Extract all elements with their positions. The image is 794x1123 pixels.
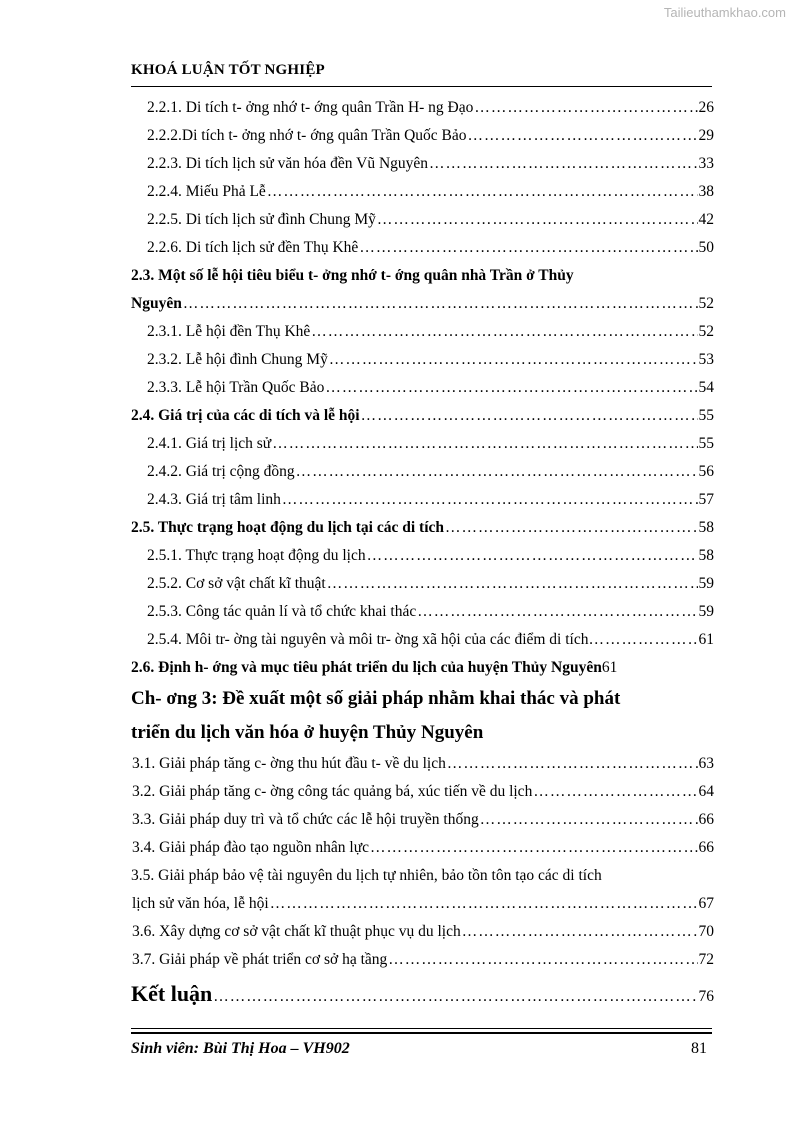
toc-entry-title: 3.6. Xây dựng cơ sở vật chất kĩ thuật phục vụ du lịch [132,923,461,940]
toc-dot-leader [474,94,697,122]
toc-entry-page: 61 [698,631,714,648]
toc-entry-title: 2.2.5. Di tích lịch sử đình Chung Mỹ [147,211,376,228]
toc-entry-page: 72 [698,951,714,968]
toc-entry-title: 2.3.2. Lễ hội đình Chung Mỹ [147,351,328,368]
toc-entry-title: 2.5.3. Công tác quản lí và tổ chức khai thác [147,603,417,620]
toc-entry-page: 38 [698,183,714,200]
toc-dot-leader [533,778,697,806]
toc-entry-page: 50 [698,239,714,256]
toc-entry-title: lịch sử văn hóa, lễ hội [132,895,269,912]
watermark: Tailieuthamkhao.com [663,5,786,20]
toc-entry-title: 3.2. Giải pháp tăng c- ờng công tác quảng bá, xúc tiến về du lịch [132,783,533,800]
toc-entry-page: 52 [698,323,714,340]
toc-entry-title: 2.2.4. Miếu Phả Lễ [147,183,266,200]
toc-entry-2-6 [131,654,714,682]
toc-entry-2-5-3 [131,598,714,626]
toc-chapter-3-line1: Ch- ơng 3: Đề xuất một số giải pháp nhằm khai thác và phát [131,688,621,709]
toc-dot-leader [325,374,697,402]
toc-dot-leader [329,346,698,374]
toc-entry-page: 66 [698,839,714,856]
toc-dot-leader [183,290,698,318]
toc-dot-leader [447,750,698,778]
toc-entry-3-1 [131,750,714,778]
toc-entry-2-3-line1: 2.3. Một số lễ hội tiêu biểu t- ởng nhớ t- ớng quân nhà Trần ở Thủy [131,267,574,284]
toc-entry-3-7 [131,946,714,974]
toc-dot-leader [417,598,697,626]
toc-entry-2-3-3 [131,374,714,402]
toc-dot-leader [462,918,698,946]
toc-dot-leader [267,178,698,206]
toc-entry-3-2 [131,778,714,806]
toc-entry-page: 57 [698,491,714,508]
toc-entry-2-4-2 [131,458,714,486]
toc-entry-title: 3.4. Giải pháp đào tạo nguồn nhân lực [132,839,369,856]
toc-entry-title: 2.5.4. Môi tr- ờng tài nguyên và môi tr- ờng xã hội của các điểm di tích [147,631,589,648]
toc-dot-leader [367,542,698,570]
toc-entry-3-4 [131,834,714,862]
toc-dot-leader [359,234,697,262]
toc-entry-title: 3.7. Giải pháp về phát triển cơ sở hạ tầng [132,951,388,968]
footer-page-number: 81 [691,1040,707,1057]
toc-entry-page: 70 [698,923,714,940]
toc-entry-page: 53 [698,351,714,368]
footer-rule-thin [131,1028,712,1029]
toc-entry-2-3 [131,290,714,318]
toc-entry-title: Nguyên [131,295,182,312]
toc-entry-2-4 [131,402,714,430]
toc-entry-page: 66 [698,811,714,828]
header-rule [131,86,712,87]
toc-dot-leader [429,150,697,178]
toc-entry-page: 61 [601,659,618,676]
toc-entry-title: 2.4.3. Giá trị tâm linh [147,491,281,508]
toc-dot-leader [213,977,697,1017]
toc-entry-3-6 [131,918,714,946]
toc-dot-leader [311,318,697,346]
toc-entry-3-5 [131,890,714,918]
toc-entry-title: 2.2.6. Di tích lịch sử đền Thụ Khê [147,239,359,256]
toc-entry-page: 55 [698,435,714,452]
toc-dot-leader [445,514,697,542]
toc-dot-leader [361,402,698,430]
toc-dot-leader [388,946,697,974]
toc-entry-page: 76 [698,988,714,1005]
toc-entry-title: 3.1. Giải pháp tăng c- ờng thu hút đầu t- về du lịch [132,755,446,772]
toc-entry-page: 26 [698,99,714,116]
footer-rule-thick [131,1032,712,1034]
toc-entry-title: 2.3.1. Lễ hội đền Thụ Khê [147,323,311,340]
toc-entry-2-5-2 [131,570,714,598]
toc-entry-title: 2.2.2.Di tích t- ởng nhớ t- ớng quân Trần Quốc Bảo [147,127,467,144]
toc-dot-leader [370,834,698,862]
toc-entry-title: 2.2.3. Di tích lịch sử văn hóa đền Vũ Nguyên [147,155,429,172]
toc-entry-page: 64 [698,783,714,800]
toc-dot-leader [589,626,699,654]
toc-entry-title: 2.2.1. Di tích t- ởng nhớ t- ớng quân Trần H- ng Đạo [147,99,474,116]
toc-entry-2-4-3 [131,486,714,514]
toc-chapter-3-line2: triển du lịch văn hóa ở huyện Thủy Nguyên [131,722,484,743]
toc-dot-leader [327,570,698,598]
footer-student-name: Sinh viên: Bùi Thị Hoa – VH902 [131,1040,350,1057]
toc-entry-2-5-1 [131,542,714,570]
document-footer [131,1040,707,1058]
toc-entry-page: 55 [698,407,714,424]
toc-dot-leader [270,890,698,918]
toc-entry-page: 56 [698,463,714,480]
toc-entry-2-2-1 [131,94,714,122]
toc-entry-title: 2.4. Giá trị của các di tích và lễ hội [131,407,360,424]
toc-entry-page: 42 [698,211,714,228]
table-of-contents [131,94,714,1014]
toc-entry-2-2-4 [131,178,714,206]
toc-dot-leader [296,458,698,486]
toc-entry-2-3-1 [131,318,714,346]
toc-entry-2-2-5 [131,206,714,234]
toc-entry-page: 59 [698,575,714,592]
document-header-title: KHOÁ LUẬN TỐT NGHIỆP [131,62,325,78]
toc-entry-page: 33 [698,155,714,172]
toc-entry-title: 2.4.2. Giá trị cộng đồng [147,463,295,480]
toc-entry-3-3 [131,806,714,834]
toc-entry-page: 29 [698,127,714,144]
toc-entry-page: 58 [698,519,714,536]
toc-entry-title: Kết luận [131,981,213,1006]
toc-entry-title: 3.3. Giải pháp duy trì và tổ chức các lễ hội truyền thống [132,811,479,828]
toc-entry-2-5 [131,514,714,542]
toc-entry-title: 2.5.2. Cơ sở vật chất kĩ thuật [147,575,326,592]
toc-entry-title: 2.3.3. Lễ hội Trần Quốc Bảo [147,379,325,396]
toc-dot-leader [377,206,698,234]
toc-entry-page: 54 [698,379,714,396]
toc-entry-2-2-2 [131,122,714,150]
toc-entry-title: 2.6. Định h- ớng và mục tiêu phát triển du lịch của huyện Thủy Nguyên [131,659,602,676]
toc-entry-2-2-6 [131,234,714,262]
toc-dot-leader [468,122,698,150]
toc-entry-title: 2.5.1. Thực trạng hoạt động du lịch [147,547,366,564]
toc-entry-2-5-4 [131,626,714,654]
toc-entry-page: 52 [698,295,714,312]
toc-entry-2-2-3 [131,150,714,178]
toc-entry-title: 2.5. Thực trạng hoạt động du lịch tại các di tích [131,519,445,536]
toc-dot-leader [272,430,697,458]
toc-entry-2-3-2 [131,346,714,374]
toc-entry-page: 67 [698,895,714,912]
toc-dot-leader [480,806,698,834]
toc-entry-page: 59 [698,603,714,620]
toc-entry-3-5-line1: 3.5. Giải pháp bảo vệ tài nguyên du lịch tự nhiên, bảo tồn tôn tạo các di tích [131,867,602,884]
toc-dot-leader [282,486,698,514]
toc-entry-title: 2.4.1. Giá trị lịch sử [147,435,272,452]
toc-entry-2-4-1 [131,430,714,458]
toc-entry-page: 63 [698,755,714,772]
toc-entry-conclusion [131,974,714,1014]
toc-entry-page: 58 [698,547,714,564]
